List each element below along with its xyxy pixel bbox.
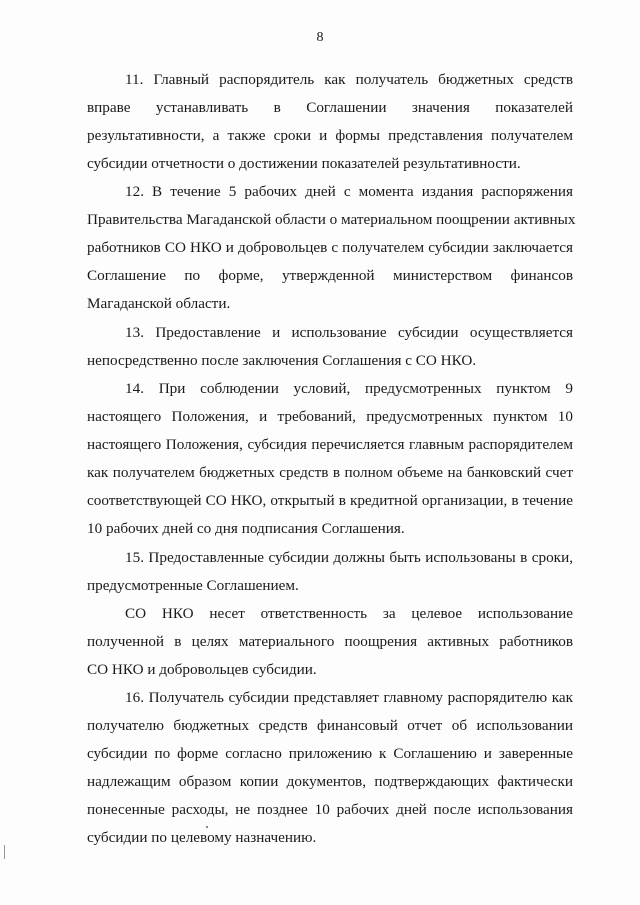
paragraph-12-line-4: Соглашение по форме, утвержденной министерством финансов xyxy=(87,267,573,284)
paragraph-14-line-3: настоящего Положения, субсидия перечисляется главным распорядителем xyxy=(87,436,573,453)
paragraph-16-line-4: надлежащим образом копии документов, подтверждающих фактически xyxy=(87,773,573,790)
paragraph-11-line-2: вправе устанавливать в Соглашении значения показателей xyxy=(87,99,573,116)
paragraph-12-line-3: работников СО НКО и добровольцев с получателем субсидии заключается xyxy=(87,239,573,256)
scan-speck xyxy=(206,826,208,828)
paragraph-12-line-2: Правительства Магаданской области о материальном поощрении активных xyxy=(87,211,576,228)
paragraph-14-line-6: 10 рабочих дней со дня подписания Соглашения. xyxy=(87,520,405,537)
paragraph-14-line-5: соответствующей СО НКО, открытый в кредитной организации, в течение xyxy=(87,492,573,509)
paragraph-14-line-4: как получателем бюджетных средств в полном объеме на банковский счет xyxy=(87,464,573,481)
paragraph-12-line-1: 12. В течение 5 рабочих дней с момента издания распоряжения xyxy=(125,183,573,200)
responsibility-line-2: полученной в целях материального поощрения активных работников xyxy=(87,633,573,650)
paragraph-11-line-3: результативности, а также сроки и формы представления получателем xyxy=(87,127,573,144)
paragraph-14-line-1: 14. При соблюдении условий, предусмотренных пунктом 9 xyxy=(125,380,573,397)
paragraph-15-line-2: предусмотренные Соглашением. xyxy=(87,577,299,594)
paragraph-16-line-5: понесенные расходы, не позднее 10 рабочих дней после использования xyxy=(87,801,573,818)
paragraph-11-line-4: субсидии отчетности о достижении показателей результативности. xyxy=(87,155,521,172)
paragraph-16-line-1: 16. Получатель субсидии представляет главному распорядителю как xyxy=(125,689,573,706)
responsibility-line-3: СО НКО и добровольцев субсидии. xyxy=(87,661,317,678)
paragraph-13-line-2: непосредственно после заключения Соглашения с СО НКО. xyxy=(87,352,477,369)
paragraph-16-line-3: субсидии по форме согласно приложению к Соглашению и заверенные xyxy=(87,745,573,762)
paragraph-14-line-2: настоящего Положения, и требований, предусмотренных пунктом 10 xyxy=(87,408,573,425)
scan-edge-mark xyxy=(4,845,5,859)
paragraph-15-line-1: 15. Предоставленные субсидии должны быть использованы в сроки, xyxy=(125,549,573,566)
paragraph-12-line-5: Магаданской области. xyxy=(87,295,231,312)
paragraph-13-line-1: 13. Предоставление и использование субсидии осуществляется xyxy=(125,324,573,341)
paragraph-16-line-6: субсидии по целевому назначению. xyxy=(87,829,317,846)
responsibility-line-1: СО НКО несет ответственность за целевое использование xyxy=(125,605,573,622)
paragraph-11-line-1: 11. Главный распорядитель как получатель бюджетных средств xyxy=(125,71,573,88)
page-number: 8 xyxy=(316,30,324,45)
paragraph-16-line-2: получателю бюджетных средств финансовый отчет об использовании xyxy=(87,717,573,734)
